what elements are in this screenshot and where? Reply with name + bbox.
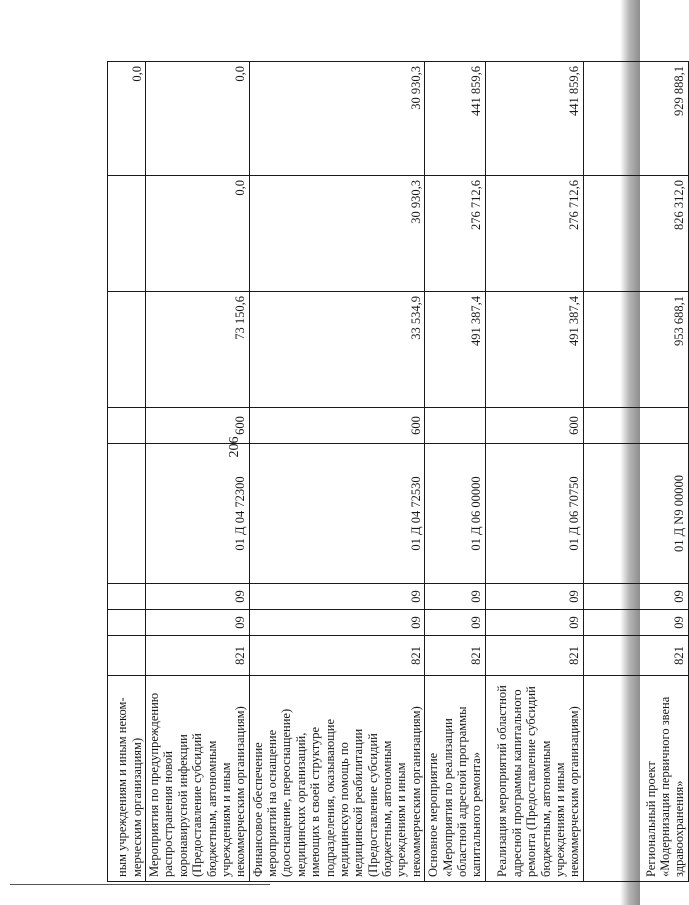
amount-year1-cell xyxy=(108,292,146,408)
amount-year2-cell: 0,0 xyxy=(146,176,250,292)
amount-year3-cell: 929 888,1 xyxy=(583,62,688,176)
item-name-cell: Финансовое обеспечение мероприятий на оснащение (дооснащение, переоснащение) медицинских организаций, имеющих в своей структуре подразделения, оказывающие медицинскую помощь по медицинской реабилитации (Предоставление субсидий бюджетным, автономным учреждениям и иным некоммерческим организациям) xyxy=(249,676,425,882)
section-code-cell xyxy=(108,610,146,636)
target-article-cell: 01 Д 04 72530 xyxy=(249,444,425,584)
ministry-code-cell: 821 xyxy=(485,636,583,676)
amount-year2-cell xyxy=(108,176,146,292)
amount-year3-cell: 441 859,6 xyxy=(485,62,583,176)
subsection-code-cell: 09 xyxy=(146,584,250,610)
amount-year3-cell: 0,0 xyxy=(146,62,250,176)
target-article-cell: 01 Д 06 00000 xyxy=(425,444,486,584)
table-row xyxy=(425,62,486,882)
expense-type-cell: 600 xyxy=(485,408,583,444)
amount-year1-cell: 33 534,9 xyxy=(249,292,425,408)
section-code-cell: 09 xyxy=(249,610,425,636)
amount-year3-cell: 30 930,3 xyxy=(249,62,425,176)
page-number: 206 xyxy=(227,436,242,458)
table-row xyxy=(249,62,425,882)
target-article-cell: 01 Д 04 72300 xyxy=(146,444,250,584)
amount-year1-cell: 491 387,4 xyxy=(485,292,583,408)
section-code-cell: 09 xyxy=(583,610,688,636)
table-row xyxy=(583,62,688,882)
subsection-code-cell: 09 xyxy=(425,584,486,610)
section-code-cell: 09 xyxy=(146,610,250,636)
table-row xyxy=(485,62,583,882)
target-article-cell xyxy=(108,444,146,584)
budget-table xyxy=(107,61,689,882)
target-article-cell: 01 Д N9 00000 xyxy=(583,444,688,584)
target-article-cell: 01 Д 06 70750 xyxy=(485,444,583,584)
expense-type-cell: 600 xyxy=(249,408,425,444)
ministry-code-cell: 821 xyxy=(249,636,425,676)
amount-year2-cell: 276 712,6 xyxy=(485,176,583,292)
amount-year2-cell: 30 930,3 xyxy=(249,176,425,292)
item-name-cell: ным учреждениям и иным неком-мерческим организациям) xyxy=(108,676,146,882)
table-row xyxy=(146,62,250,882)
amount-year2-cell: 276 712,6 xyxy=(425,176,486,292)
amount-year3-cell: 0,0 xyxy=(108,62,146,176)
ministry-code-cell: 821 xyxy=(425,636,486,676)
scan-artifact-line xyxy=(10,884,270,885)
expense-type-cell xyxy=(583,408,688,444)
subsection-code-cell xyxy=(108,584,146,610)
section-code-cell: 09 xyxy=(485,610,583,636)
ministry-code-cell: 821 xyxy=(146,636,250,676)
section-code-cell: 09 xyxy=(425,610,486,636)
expense-type-cell xyxy=(425,408,486,444)
amount-year3-cell: 441 859,6 xyxy=(425,62,486,176)
expense-type-cell: 600 xyxy=(146,408,250,444)
subsection-code-cell: 09 xyxy=(485,584,583,610)
table-row xyxy=(108,62,146,882)
item-name-cell: Основное мероприятие «Мероприятия по реализации областной адресной программы капитального ремонта» xyxy=(425,676,486,882)
ministry-code-cell xyxy=(108,636,146,676)
subsection-code-cell: 09 xyxy=(249,584,425,610)
amount-year1-cell: 73 150,6 xyxy=(146,292,250,408)
amount-year1-cell: 491 387,4 xyxy=(425,292,486,408)
item-name-cell: Региональный проект «Модернизация первичного звена здравоохранения» xyxy=(583,676,688,882)
rotated-page-content xyxy=(107,62,687,882)
amount-year1-cell: 953 688,1 xyxy=(583,292,688,408)
item-name-cell: Реализация мероприятий областной адресной программы капитального ремонта (Предоставление субсидий бюджетным, автономным учреждениям и иным некоммерческим организациям) xyxy=(485,676,583,882)
subsection-code-cell: 09 xyxy=(583,584,688,610)
amount-year2-cell: 826 312,0 xyxy=(583,176,688,292)
item-name-cell: Мероприятия по предупреждению распространения новой коронавирусной инфекции (Предоставление субсидий бюджетным, автономным учреждениям и иным некоммерческим организациям) xyxy=(146,676,250,882)
ministry-code-cell: 821 xyxy=(583,636,688,676)
expense-type-cell xyxy=(108,408,146,444)
